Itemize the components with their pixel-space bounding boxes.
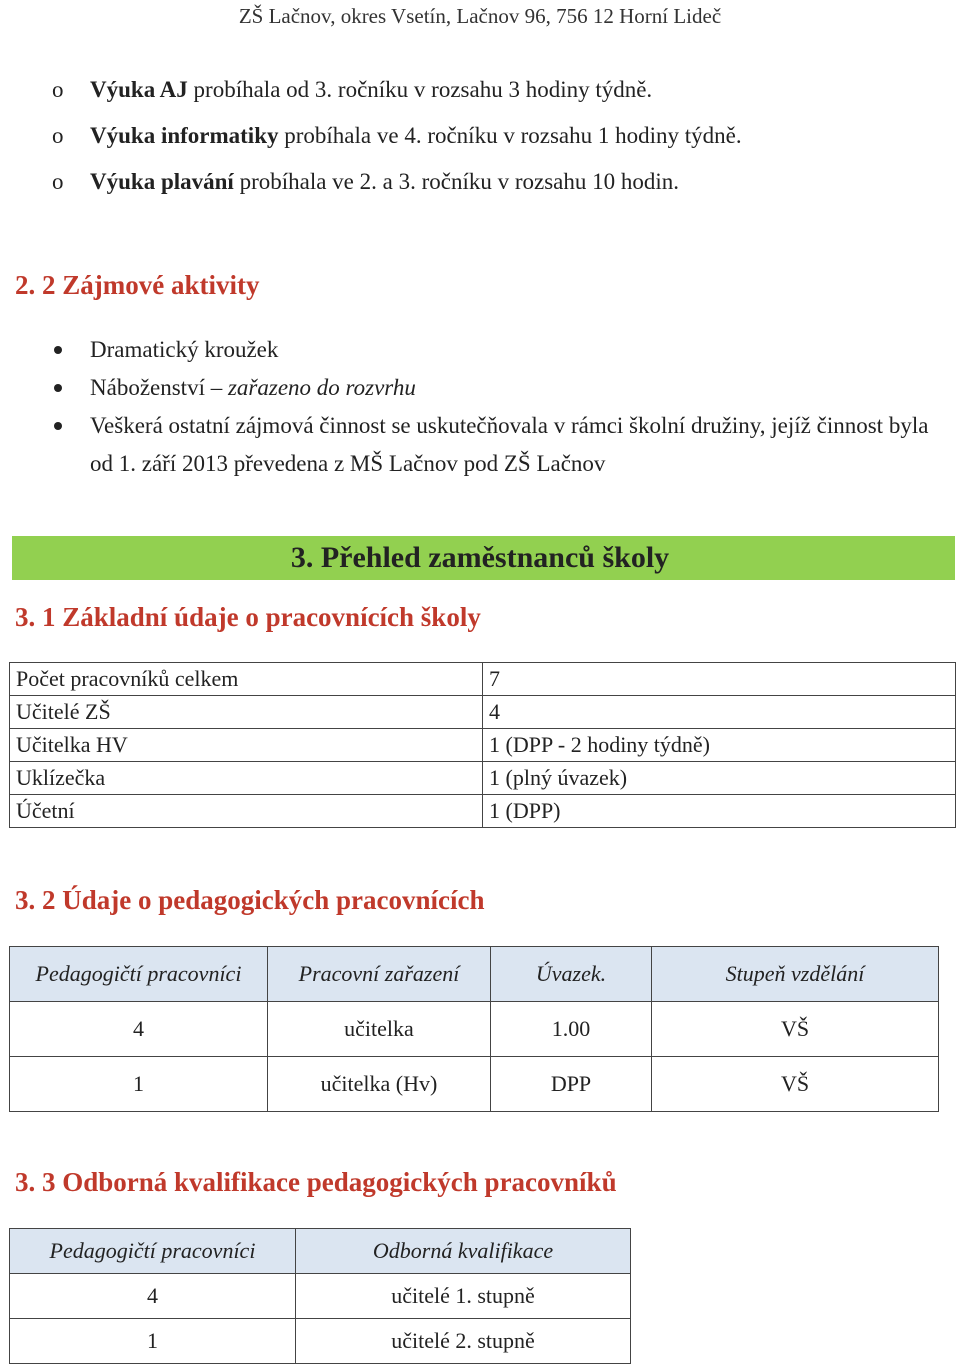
table-row xyxy=(10,696,956,729)
table-row xyxy=(10,1274,631,1319)
table-header-cell: Pedagogičtí pracovníci xyxy=(10,1229,296,1274)
table-header-row xyxy=(10,1229,631,1274)
section-heading-2-2: 2. 2 Zájmové aktivity xyxy=(15,270,260,300)
section-heading-3-2: 3. 2 Údaje o pedagogických pracovnících xyxy=(15,885,485,915)
list-item xyxy=(52,72,742,118)
staff-table xyxy=(9,662,956,828)
teaching-list xyxy=(52,72,742,210)
table-header-cell: Stupeň vzdělání xyxy=(652,947,939,1002)
table-row xyxy=(10,1057,939,1112)
table-row xyxy=(10,729,956,762)
table-cell: 1 (DPP) xyxy=(483,795,956,828)
table-cell: Učitelé ZŠ xyxy=(10,696,483,729)
table-cell: 4 xyxy=(10,1274,296,1319)
table-row xyxy=(10,762,956,795)
section-heading-3-1: 3. 1 Základní údaje o pracovnících školy xyxy=(15,602,481,632)
table-header-cell: Pracovní zařazení xyxy=(268,947,491,1002)
list-item xyxy=(52,331,952,369)
bullet-icon xyxy=(54,346,62,354)
table-cell: Uklízečka xyxy=(10,762,483,795)
table-cell: Účetní xyxy=(10,795,483,828)
list-item xyxy=(52,407,952,483)
table-cell: DPP xyxy=(491,1057,652,1112)
table-cell: učitelé 1. stupně xyxy=(296,1274,631,1319)
pedagogues-table xyxy=(9,946,939,1112)
list-item-bold: Výuka informatiky xyxy=(90,123,279,148)
list-item-bold: Výuka plavání xyxy=(90,169,234,194)
bullet-icon xyxy=(54,384,62,392)
list-item-text: Náboženství – xyxy=(90,375,228,400)
table-cell: 1 xyxy=(10,1319,296,1364)
table-cell: 1 xyxy=(10,1057,268,1112)
list-item-italic: zařazeno do rozvrhu xyxy=(227,375,416,400)
list-item-text: probíhala ve 4. ročníku v rozsahu 1 hodiny týdně. xyxy=(278,123,742,148)
table-cell: učitelé 2. stupně xyxy=(296,1319,631,1364)
list-item-text: probíhala ve 2. a 3. ročníku v rozsahu 10 hodin. xyxy=(233,169,680,194)
table-cell: 1 (DPP - 2 hodiny týdně) xyxy=(483,729,956,762)
table-header-cell: Pedagogičtí pracovníci xyxy=(10,947,268,1002)
table-cell: 7 xyxy=(483,663,956,696)
table-cell: Učitelka HV xyxy=(10,729,483,762)
qualification-table xyxy=(9,1228,631,1364)
table-row xyxy=(10,663,956,696)
table-row xyxy=(10,1002,939,1057)
table-header-cell: Odborná kvalifikace xyxy=(296,1229,631,1274)
page-header: ZŠ Lačnov, okres Vsetín, Lačnov 96, 756 12 Horní Lideč xyxy=(238,4,722,28)
table-cell: učitelka (Hv) xyxy=(268,1057,491,1112)
table-cell: 1 (plný úvazek) xyxy=(483,762,956,795)
list-item xyxy=(52,164,742,210)
section-heading-3-3: 3. 3 Odborná kvalifikace pedagogických pracovníků xyxy=(15,1167,617,1197)
table-cell: VŠ xyxy=(652,1057,939,1112)
table-cell: VŠ xyxy=(652,1002,939,1057)
table-header-row xyxy=(10,947,939,1002)
list-item-text: probíhala od 3. ročníku v rozsahu 3 hodiny týdně. xyxy=(187,77,653,102)
activities-list xyxy=(52,331,952,483)
table-cell: 1.00 xyxy=(491,1002,652,1057)
chapter-title: 3. Přehled zaměstnanců školy xyxy=(290,541,670,574)
o-bullet-icon: o xyxy=(52,123,64,148)
list-item-text: Dramatický kroužek xyxy=(90,337,279,362)
table-row xyxy=(10,795,956,828)
o-bullet-icon: o xyxy=(52,169,64,194)
list-item xyxy=(52,369,952,407)
table-cell: Počet pracovníků celkem xyxy=(10,663,483,696)
list-item-text: Veškerá ostatní zájmová činnost se uskutečňovala v rámci školní družiny, jejíž činnost byla od 1. září 2013 převedena z MŠ Lačnov pod ZŠ Lačnov xyxy=(90,413,929,476)
bullet-icon xyxy=(54,422,62,430)
table-header-cell: Úvazek. xyxy=(491,947,652,1002)
table-cell: 4 xyxy=(10,1002,268,1057)
table-cell: učitelka xyxy=(268,1002,491,1057)
list-item-bold: Výuka AJ xyxy=(90,77,188,102)
table-cell: 4 xyxy=(483,696,956,729)
table-row xyxy=(10,1319,631,1364)
list-item xyxy=(52,118,742,164)
o-bullet-icon: o xyxy=(52,77,64,102)
